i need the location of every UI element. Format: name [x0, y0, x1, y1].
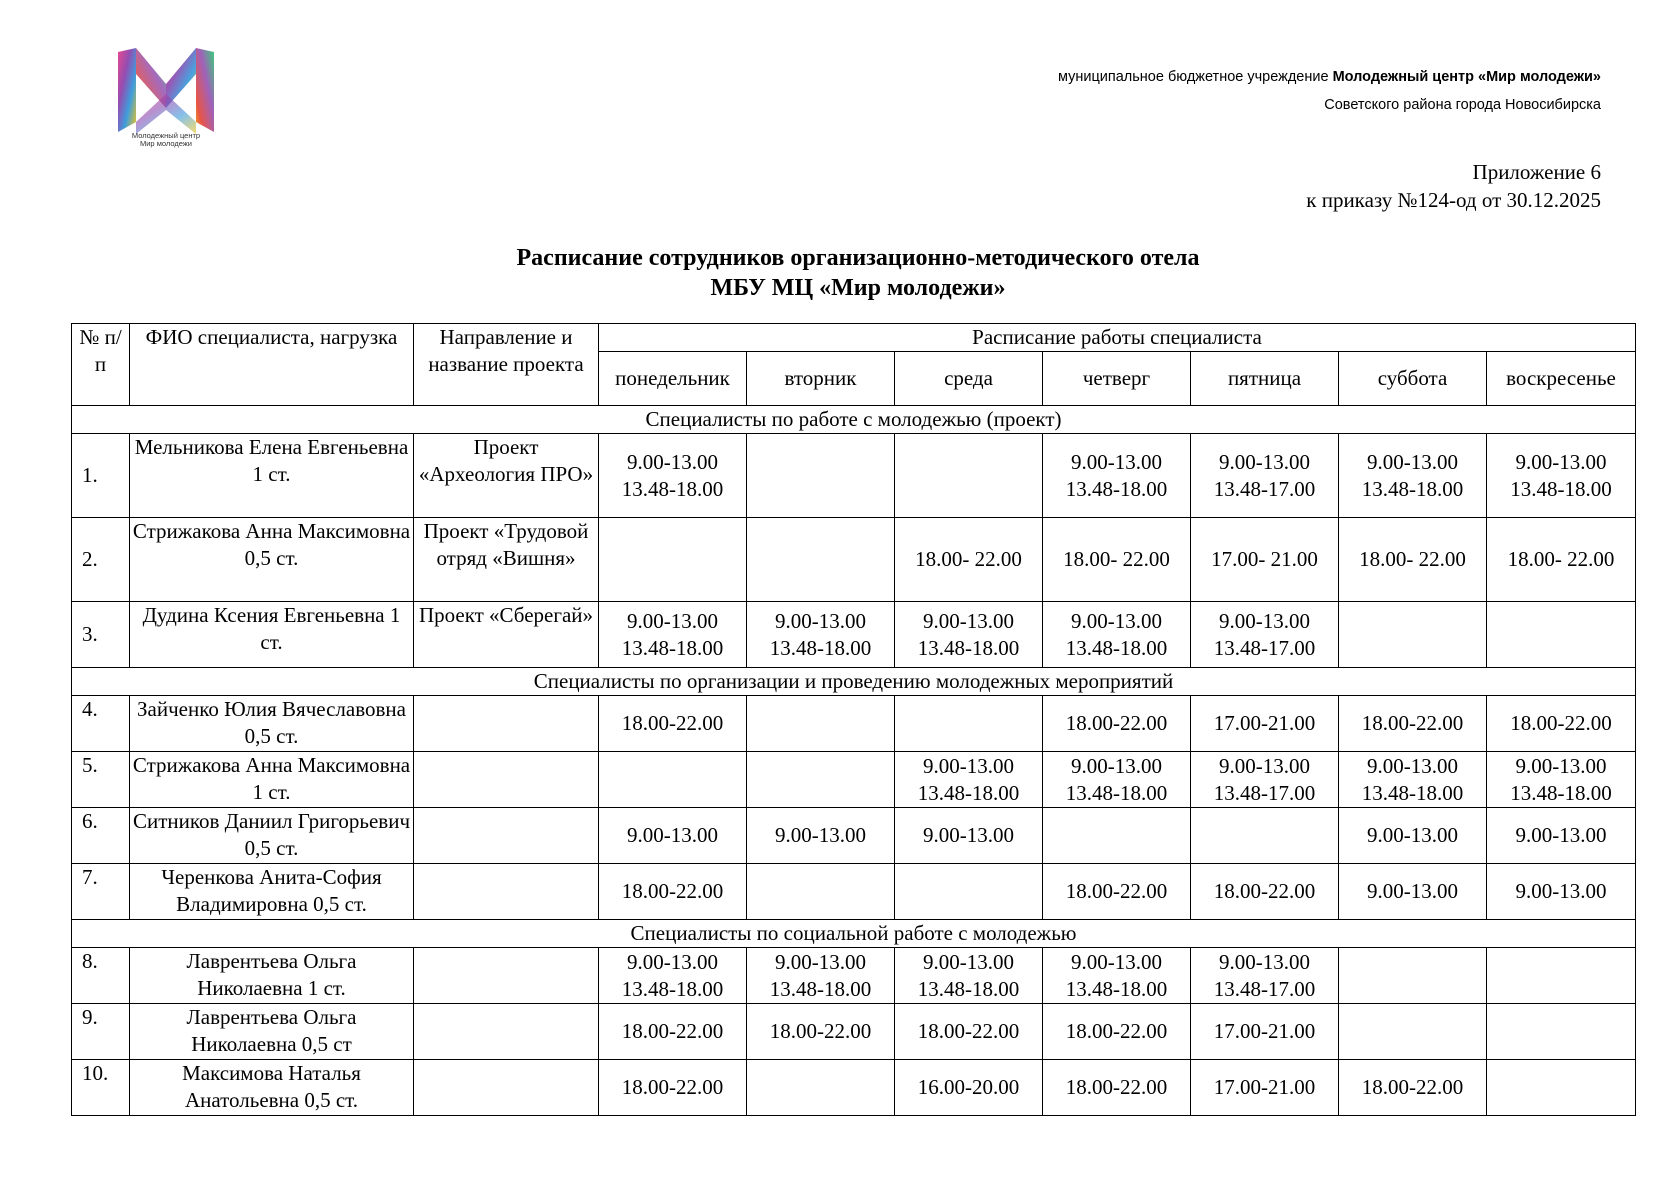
time-slot: 13.48-17.00	[1213, 780, 1316, 805]
schedule-cell	[599, 808, 747, 864]
time-slot: 9.00-13.00	[1219, 608, 1310, 633]
schedule-cell	[895, 1004, 1043, 1060]
schedule-cell	[895, 948, 1043, 1004]
project-name	[414, 696, 599, 752]
time-slot: 18.00-22.00	[1065, 1019, 1168, 1043]
schedule-cell	[747, 602, 895, 668]
time-slot: 18.00-22.00	[769, 1019, 872, 1043]
time-slot: 13.48-18.00	[917, 780, 1020, 805]
schedule-cell	[1339, 602, 1487, 668]
specialist-name: Стрижакова Анна Максимовна 1 ст.	[130, 752, 414, 808]
time-slot: 13.48-18.00	[1361, 476, 1464, 501]
specialist-name: Мельникова Елена Евгеньевна 1 ст.	[130, 434, 414, 518]
project-name	[414, 1060, 599, 1116]
schedule-cell	[1487, 434, 1636, 518]
schedule-cell	[1339, 864, 1487, 920]
schedule-cell	[599, 518, 747, 602]
specialist-name: Стрижакова Анна Максимовна 0,5 ст.	[130, 518, 414, 602]
time-slot: 9.00-13.00	[1515, 449, 1607, 474]
schedule-cell	[747, 518, 895, 602]
schedule-cell	[747, 808, 895, 864]
project-name	[414, 752, 599, 808]
project-name: Проект «Сберегай»	[414, 602, 599, 668]
schedule-cell	[1191, 752, 1339, 808]
section-title: Специалисты по работе с молодежью (проект)	[72, 406, 1636, 434]
time-slot: 18.00-22.00	[1213, 879, 1316, 903]
time-slot: 17.00-21.00	[1213, 1075, 1316, 1099]
project-name	[414, 808, 599, 864]
section-title: Специалисты по социальной работе с молодежью	[72, 920, 1636, 948]
time-slot: 9.00-13.00	[923, 949, 1014, 974]
schedule-cell	[599, 602, 747, 668]
schedule-cell	[747, 1004, 895, 1060]
time-slot: 9.00-13.00	[1515, 879, 1607, 903]
time-slot: 13.48-18.00	[917, 976, 1020, 1001]
time-slot: 16.00-20.00	[917, 1075, 1020, 1099]
schedule-cell	[747, 864, 895, 920]
schedule-cell	[1191, 434, 1339, 518]
schedule-cell	[1043, 1004, 1191, 1060]
schedule-cell	[747, 434, 895, 518]
time-slot: 13.48-18.00	[1361, 780, 1464, 805]
header-schedule: Расписание работы специалиста	[599, 324, 1636, 352]
schedule-cell	[1191, 518, 1339, 602]
schedule-cell	[1043, 808, 1191, 864]
table-row	[72, 948, 1636, 1004]
schedule-cell	[1487, 696, 1636, 752]
time-slot: 9.00-13.00	[1071, 949, 1162, 974]
schedule-cell	[1339, 1004, 1487, 1060]
schedule-cell	[1339, 518, 1487, 602]
appendix-note: Приложение 6 к приказу №124-од от 30.12.2025	[1306, 160, 1601, 212]
time-slot: 13.48-18.00	[621, 635, 724, 660]
schedule-cell	[1043, 752, 1191, 808]
time-slot: 9.00-13.00	[775, 949, 866, 974]
row-number: 5.	[72, 752, 130, 808]
time-slot: 9.00-13.00	[1515, 753, 1607, 778]
header-num: № п/п	[72, 324, 130, 406]
row-number: 1.	[72, 434, 130, 518]
schedule-cell	[1487, 1060, 1636, 1116]
table-row	[72, 434, 1636, 518]
header-day: суббота	[1339, 352, 1487, 406]
schedule-cell	[1043, 948, 1191, 1004]
schedule-cell	[1043, 696, 1191, 752]
schedule-cell	[1339, 696, 1487, 752]
time-slot: 13.48-18.00	[769, 976, 872, 1001]
time-slot: 18.00-22.00	[621, 1075, 724, 1099]
header-project: Направление и название проекта	[414, 324, 599, 406]
row-number: 10.	[72, 1060, 130, 1116]
time-slot: 17.00-21.00	[1213, 711, 1316, 735]
schedule-cell	[895, 602, 1043, 668]
schedule-cell	[1487, 602, 1636, 668]
project-name: Проект «Археология ПРО»	[414, 434, 599, 518]
time-slot: 9.00-13.00	[1219, 449, 1310, 474]
schedule-cell	[1487, 948, 1636, 1004]
time-slot: 18.00- 22.00	[915, 547, 1022, 571]
logo-caption: Молодежный центр Мир молодежи	[131, 131, 201, 148]
time-slot: 9.00-13.00	[627, 949, 718, 974]
project-name	[414, 864, 599, 920]
row-number: 3.	[72, 602, 130, 668]
time-slot: 17.00- 21.00	[1211, 547, 1318, 571]
header-day: понедельник	[599, 352, 747, 406]
time-slot: 9.00-13.00	[1071, 449, 1162, 474]
schedule-cell	[1043, 1060, 1191, 1116]
organization-name: муниципальное бюджетное учреждение Молодежный центр «Мир молодежи»	[1057, 69, 1601, 85]
time-slot: 13.48-18.00	[1510, 780, 1612, 805]
specialist-name: Максимова Наталья Анатольевна 0,5 ст.	[130, 1060, 414, 1116]
schedule-cell	[1191, 1004, 1339, 1060]
time-slot: 13.48-18.00	[1510, 476, 1612, 501]
schedule-cell	[895, 808, 1043, 864]
time-slot: 18.00-22.00	[1361, 711, 1464, 735]
header-day: пятница	[1191, 352, 1339, 406]
time-slot: 9.00-13.00	[627, 449, 718, 474]
schedule-cell	[895, 434, 1043, 518]
schedule-cell	[599, 1060, 747, 1116]
schedule-cell	[1339, 752, 1487, 808]
schedule-cell	[895, 1060, 1043, 1116]
table-row	[72, 696, 1636, 752]
row-number: 4.	[72, 696, 130, 752]
header-day: среда	[895, 352, 1043, 406]
time-slot: 13.48-17.00	[1213, 476, 1316, 501]
time-slot: 13.48-17.00	[1213, 976, 1316, 1001]
header-name: ФИО специалиста, нагрузка	[130, 324, 414, 406]
project-name	[414, 948, 599, 1004]
time-slot: 13.48-18.00	[917, 635, 1020, 660]
time-slot: 13.48-18.00	[769, 635, 872, 660]
time-slot: 9.00-13.00	[775, 823, 866, 847]
schedule-cell	[895, 752, 1043, 808]
time-slot: 13.48-17.00	[1213, 635, 1316, 660]
schedule-cell	[747, 948, 895, 1004]
table-row	[72, 808, 1636, 864]
table-row	[72, 1060, 1636, 1116]
time-slot: 9.00-13.00	[923, 608, 1014, 633]
schedule-cell	[1487, 808, 1636, 864]
time-slot: 13.48-18.00	[1065, 635, 1168, 660]
schedule-cell	[747, 1060, 895, 1116]
time-slot: 9.00-13.00	[775, 608, 866, 633]
schedule-cell	[895, 518, 1043, 602]
specialist-name: Лаврентьева Ольга Николаевна 1 ст.	[130, 948, 414, 1004]
time-slot: 13.48-18.00	[1065, 476, 1168, 501]
time-slot: 9.00-13.00	[1367, 753, 1458, 778]
document-title: Расписание сотрудников организационно-методического отела МБУ МЦ «Мир молодежи»	[516, 245, 1200, 301]
schedule-cell	[747, 696, 895, 752]
specialist-name: Ситников Даниил Григорьевич 0,5 ст.	[130, 808, 414, 864]
schedule-cell	[747, 752, 895, 808]
time-slot: 18.00-22.00	[1361, 1075, 1464, 1099]
row-number: 6.	[72, 808, 130, 864]
header-day: воскресенье	[1487, 352, 1636, 406]
row-number: 8.	[72, 948, 130, 1004]
time-slot: 9.00-13.00	[1219, 753, 1310, 778]
schedule-cell	[1191, 602, 1339, 668]
time-slot: 13.48-18.00	[621, 476, 724, 501]
time-slot: 18.00-22.00	[917, 1019, 1020, 1043]
time-slot: 18.00- 22.00	[1507, 547, 1615, 571]
time-slot: 9.00-13.00	[1071, 753, 1162, 778]
time-slot: 18.00-22.00	[1510, 711, 1612, 735]
schedule-cell	[895, 864, 1043, 920]
schedule-cell	[1191, 696, 1339, 752]
schedule-cell	[1487, 1004, 1636, 1060]
time-slot: 18.00-22.00	[1065, 879, 1168, 903]
table-row	[72, 752, 1636, 808]
specialist-name: Зайченко Юлия Вячеславовна 0,5 ст.	[130, 696, 414, 752]
time-slot: 18.00-22.00	[1065, 711, 1168, 735]
table-row	[72, 864, 1636, 920]
time-slot: 9.00-13.00	[1367, 879, 1458, 903]
schedule-cell	[1339, 948, 1487, 1004]
specialist-name: Дудина Ксения Евгеньевна 1 ст.	[130, 602, 414, 668]
time-slot: 18.00-22.00	[621, 1019, 724, 1043]
time-slot: 9.00-13.00	[923, 753, 1014, 778]
organization-district: Советского района города Новосибирска	[1324, 97, 1601, 113]
schedule-cell	[1487, 864, 1636, 920]
header-day: четверг	[1043, 352, 1191, 406]
schedule-table	[71, 323, 1636, 1116]
time-slot: 9.00-13.00	[1515, 823, 1607, 847]
time-slot: 13.48-18.00	[1065, 780, 1168, 805]
table-row	[72, 602, 1636, 668]
time-slot: 9.00-13.00	[627, 823, 718, 847]
table-row	[72, 518, 1636, 602]
schedule-cell	[1043, 602, 1191, 668]
row-number: 2.	[72, 518, 130, 602]
schedule-cell	[599, 434, 747, 518]
schedule-cell	[1191, 808, 1339, 864]
schedule-cell	[1487, 518, 1636, 602]
schedule-cell	[599, 864, 747, 920]
time-slot: 9.00-13.00	[1219, 949, 1310, 974]
row-number: 7.	[72, 864, 130, 920]
schedule-cell	[1191, 864, 1339, 920]
time-slot: 9.00-13.00	[1367, 449, 1458, 474]
time-slot: 18.00-22.00	[621, 711, 724, 735]
schedule-cell	[1043, 864, 1191, 920]
schedule-cell	[1339, 434, 1487, 518]
time-slot: 18.00- 22.00	[1063, 547, 1170, 571]
schedule-cell	[1043, 518, 1191, 602]
time-slot: 9.00-13.00	[1071, 608, 1162, 633]
specialist-name: Черенкова Анита-София Владимировна 0,5 ст.	[130, 864, 414, 920]
schedule-cell	[1339, 808, 1487, 864]
project-name: Проект «Трудовой отряд «Вишня»	[414, 518, 599, 602]
header-day: вторник	[747, 352, 895, 406]
time-slot: 18.00-22.00	[1065, 1075, 1168, 1099]
time-slot: 18.00-22.00	[621, 879, 724, 903]
schedule-cell	[1339, 1060, 1487, 1116]
time-slot: 13.48-18.00	[1065, 976, 1168, 1001]
row-number: 9.	[72, 1004, 130, 1060]
schedule-cell	[599, 1004, 747, 1060]
schedule-cell	[1191, 948, 1339, 1004]
schedule-cell	[599, 948, 747, 1004]
schedule-cell	[599, 696, 747, 752]
specialist-name: Лаврентьева Ольга Николаевна 0,5 ст	[130, 1004, 414, 1060]
time-slot: 18.00- 22.00	[1359, 547, 1466, 571]
schedule-cell	[895, 696, 1043, 752]
table-row	[72, 1004, 1636, 1060]
schedule-cell	[1487, 752, 1636, 808]
time-slot: 9.00-13.00	[627, 608, 718, 633]
schedule-cell	[1043, 434, 1191, 518]
project-name	[414, 1004, 599, 1060]
schedule-cell	[1191, 1060, 1339, 1116]
time-slot: 17.00-21.00	[1213, 1019, 1316, 1043]
time-slot: 13.48-18.00	[621, 976, 724, 1001]
schedule-cell	[599, 752, 747, 808]
time-slot: 9.00-13.00	[923, 823, 1014, 847]
section-title: Специалисты по организации и проведению молодежных мероприятий	[72, 668, 1636, 696]
time-slot: 9.00-13.00	[1367, 823, 1458, 847]
